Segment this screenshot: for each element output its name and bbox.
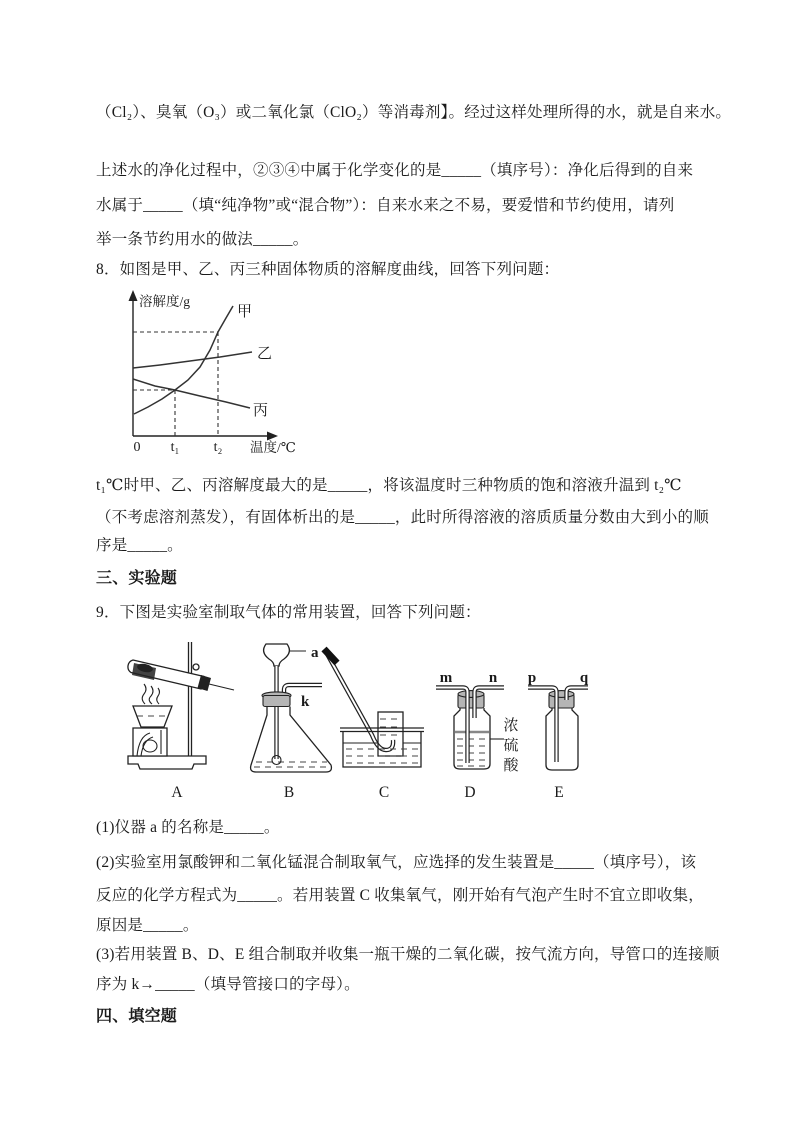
- q9-sub2-line-3: 原因是_____。: [96, 917, 199, 934]
- flame-squiggle-3: [157, 688, 160, 704]
- port-label-k: k: [301, 694, 310, 710]
- q8-stem: 8．如图是甲、乙、丙三种固体物质的溶解度曲线，回答下列问题：: [96, 261, 560, 278]
- solubility-chart: [100, 288, 340, 468]
- label-bing: 丙: [253, 403, 269, 419]
- curve-yi: [133, 352, 252, 368]
- device-d-washing-bottle: [436, 688, 504, 770]
- reagent-char-3: 酸: [503, 758, 519, 774]
- base: [128, 756, 206, 769]
- section-3-title: 三、实验题: [96, 570, 178, 587]
- label-jia: 甲: [237, 304, 253, 320]
- device-label-a: A: [171, 784, 183, 801]
- device-label-c: C: [378, 784, 390, 801]
- port-label-n: n: [488, 670, 498, 686]
- device-label-d: D: [464, 784, 476, 801]
- chart-dashed-guides: [133, 332, 218, 436]
- port-label-q: q: [579, 670, 589, 686]
- device-a-heating-setup: [128, 642, 234, 769]
- port-label-a: a: [311, 645, 319, 661]
- apparatus-figure: [100, 638, 640, 808]
- device-label-b: B: [283, 784, 295, 801]
- tick-origin: 0: [133, 440, 141, 455]
- bottle-outline: [546, 708, 578, 770]
- q9-sub2-line-2: 反应的化学方程式为_____。若用装置 C 收集氧气，刚开始有气泡产生时不宜立即收集，: [96, 887, 704, 904]
- chart-ylabel: 溶解度/g: [139, 294, 191, 309]
- q8-line-2: （不考虑溶剂蒸发），有固体析出的是_____，此时所得溶液的溶质质量分数由大到小的顺: [96, 509, 709, 526]
- flame-squiggle-1: [142, 684, 146, 704]
- q9-sub3-line-1: (3)若用装置 B、D、E 组合制取并收集一瓶干燥的二氧化碳，按气流方向，导管口的连接顺: [96, 946, 720, 963]
- flame-squiggle-2: [149, 686, 153, 704]
- tick-t2: t₂: [213, 440, 223, 455]
- q9-sub1: (1)仪器 a 的名称是_____。: [96, 819, 280, 836]
- reagent-char-2: 硫: [503, 738, 519, 754]
- section-4-title: 四、填空题: [96, 1008, 178, 1025]
- device-c-water-trough: [324, 649, 424, 767]
- label-yi: 乙: [257, 346, 273, 362]
- q9-sub3-line-2: 序为 k→_____（填导管接口的字母）。: [96, 976, 360, 993]
- q9-sub2-line-1: (2)实验室用氯酸钾和二氧化锰混合制取氧气，应选择的发生装置是_____（填序号），该: [96, 854, 697, 871]
- q8-line-3: 序是_____。: [96, 537, 183, 554]
- intro-line: （Cl₂）、臭氧（O₃）或二氧化氯（ClO₂）等消毒剂】。经过这样处理所得的水，就是自来水。: [96, 104, 732, 121]
- device-b-flask-generator: [251, 644, 332, 772]
- curve-bing: [133, 379, 250, 408]
- device-e-collecting-bottle: [528, 688, 588, 771]
- tick-t1: t₁: [170, 440, 180, 455]
- q9-stem: 9．下图是实验室制取气体的常用装置，回答下列问题：: [96, 604, 481, 621]
- port-label-m: m: [439, 670, 453, 686]
- funnel-bulb: [264, 644, 290, 666]
- q7-line-2: 水属于_____（填“纯净物”或“混合物”）：自来水来之不易，要爱惜和节约使用，请列: [96, 197, 675, 214]
- device-label-e: E: [554, 784, 564, 801]
- q7-line-1: 上述水的净化过程中，②③④中属于化学变化的是_____（填序号）：净化后得到的自来: [96, 162, 694, 179]
- q8-line-1: t₁℃时甲、乙、丙溶解度最大的是_____，将该温度时三种物质的饱和溶液升温到 t₂℃: [96, 477, 682, 494]
- q7-line-3: 举一条节约用水的做法_____。: [96, 231, 309, 248]
- port-label-p: p: [527, 670, 537, 686]
- reagent-char-1: 浓: [503, 718, 519, 734]
- chart-xlabel: 温度/℃: [250, 440, 296, 455]
